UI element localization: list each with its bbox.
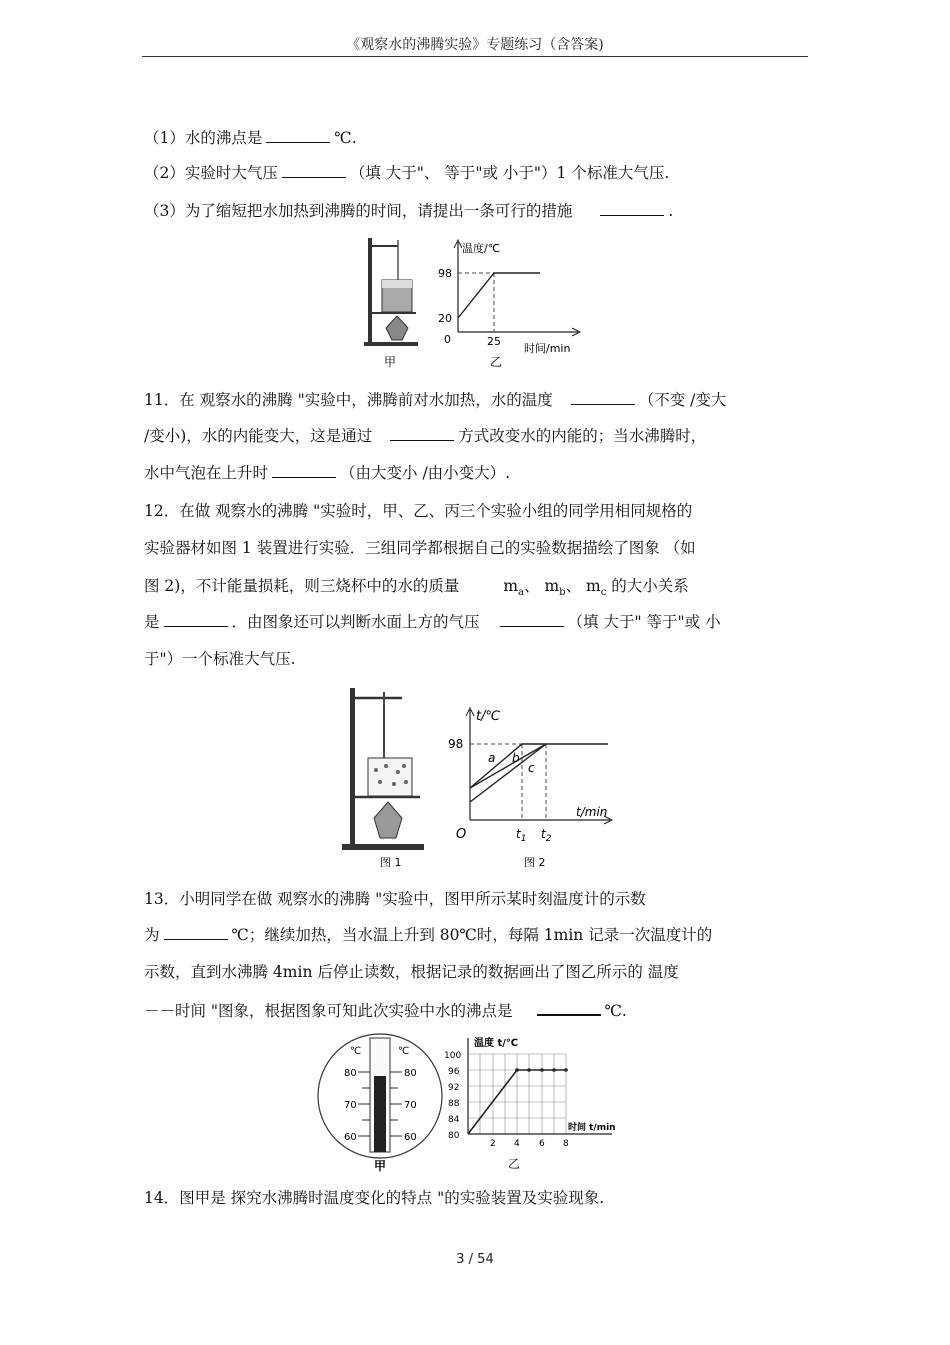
t2-label: $t_2$ <box>541 827 552 844</box>
answer-blank[interactable] <box>272 463 336 478</box>
q10-part3-end: . <box>668 202 674 220</box>
answer-blank[interactable] <box>282 163 346 178</box>
graph-xlabel: 时间/min <box>524 342 571 355</box>
q13-y-tick: 92 <box>448 1083 460 1093</box>
q13-line1: 13．小明同学在做 观察水的沸腾 "实验中，图甲所示某时刻温度计的示数 <box>144 890 646 908</box>
q13-temperature-graph <box>444 1034 634 1174</box>
header-rule <box>142 56 808 57</box>
mass-c: $m_c$ <box>586 577 607 599</box>
q10-part2-text: （2）实验时大气压 <box>144 164 278 182</box>
q13-unit: ℃. <box>604 1002 627 1020</box>
q11-line1 <box>144 390 726 410</box>
thermo-tick: 80 <box>404 1068 417 1079</box>
q13-line4 <box>144 1000 627 1021</box>
q13-x-tick: 6 <box>539 1139 545 1149</box>
q12-text: 是 <box>144 613 160 631</box>
q13-line2 <box>144 925 712 945</box>
series-c-label: c <box>528 761 535 775</box>
q13-x-tick: 4 <box>514 1139 520 1149</box>
q13-line3: 示数，直到水沸腾 4min 后停止读数，根据记录的数据画出了图乙所示的 温度 <box>144 963 679 981</box>
mercury-column <box>374 1076 386 1152</box>
thermometer-caption: 甲 <box>374 1159 387 1173</box>
figure-2-caption: 图 2 <box>524 856 546 869</box>
thermo-unit-left: ℃ <box>350 1046 362 1057</box>
thermo-tick: 80 <box>344 1068 357 1079</box>
q12-line1: 12．在做 观察水的沸腾 "实验时，甲、乙、丙三个实验小组的同学用相同规格的 <box>144 502 693 520</box>
q13-text-cont: ℃；继续加热，当水温上升到 80℃时，每隔 1min 记录一次温度计的 <box>231 926 713 944</box>
answer-blank[interactable] <box>266 128 330 143</box>
answer-blank[interactable] <box>500 612 564 627</box>
thermometer-figure <box>314 1032 444 1174</box>
q13-y-tick: 88 <box>448 1099 460 1109</box>
three-group-graph <box>448 704 618 872</box>
answer-blank[interactable] <box>164 925 228 940</box>
mass-b: $m_b$ <box>544 577 566 599</box>
q10-part2-options: （填 大于"、 等于"或 小于"）1 个标准大气压. <box>349 164 670 182</box>
page-number: 3 / 54 <box>456 1252 494 1267</box>
q13-graph-caption: 乙 <box>508 1157 521 1171</box>
graph-ylabel: 温度/℃ <box>462 242 501 255</box>
fig2-origin: O <box>456 827 467 842</box>
y-tick: 20 <box>438 312 452 325</box>
q11-line2 <box>144 426 706 446</box>
mass-a: $m_a$ <box>503 577 525 599</box>
temperature-time-graph <box>428 236 588 372</box>
q13-x-tick: 8 <box>563 1139 569 1149</box>
fig2-y-tick: 98 <box>448 737 464 751</box>
q13-text: 为 <box>144 926 160 944</box>
answer-blank[interactable] <box>164 612 228 627</box>
y-tick: 98 <box>438 267 452 280</box>
q12-line4 <box>144 612 721 632</box>
fig2-xlabel: t/min <box>576 805 608 819</box>
apparatus-label: 甲 <box>384 355 397 369</box>
q11-text: 11．在 观察水的沸腾 "实验中，沸腾前对水加热，水的温度 <box>144 391 553 409</box>
answer-blank[interactable] <box>600 201 664 216</box>
graph-origin: 0 <box>444 333 451 346</box>
q12-text-cont: ．由图象还可以判断水面上方的气压 <box>231 613 480 631</box>
series-a-label: a <box>488 751 496 765</box>
q12-options: （填 大于" 等于"或 小 <box>567 613 721 631</box>
fig2-ylabel: t/℃ <box>476 709 501 724</box>
q11-text: 水中气泡在上升时 <box>144 464 269 482</box>
thermo-tick: 60 <box>344 1132 357 1143</box>
q13-y-tick: 84 <box>448 1115 460 1125</box>
temperature-curve <box>458 273 540 318</box>
q12-text-cont: 的大小关系 <box>611 577 689 595</box>
boiling-apparatus-figure <box>362 236 422 372</box>
q11-options: （不变 /变大 <box>638 391 727 409</box>
boiling-apparatus-figure-1 <box>340 686 430 872</box>
q10-part1-text: （1）水的沸点是 <box>144 129 263 147</box>
q13-graph-xlabel: 时间 t/min <box>568 1123 616 1133</box>
q10-part3 <box>144 201 673 221</box>
series-b-label: b <box>512 751 520 765</box>
q14-line1: 14．图甲是 探究水沸腾时温度变化的特点 "的实验装置及实验现象. <box>144 1189 605 1207</box>
answer-blank[interactable] <box>571 390 635 405</box>
q13-graph-ylabel: 温度 t/℃ <box>474 1038 519 1049</box>
page-header: 《观察水的沸腾实验》专题练习（含答案) <box>346 37 604 53</box>
thermo-tick: 70 <box>404 1100 417 1111</box>
figure-1-caption: 图 1 <box>380 856 402 869</box>
q11-text: /变小)，水的内能变大，这是通过 <box>144 427 373 445</box>
q12-line2: 实验器材如图 1 装置进行实验．三组同学都根据自己的实验数据描绘了图象 （如 <box>144 539 696 557</box>
q12-line3: 图 2)，不计能量损耗，则三烧杯中的水的质量 $m_a$、 $m_b$、 $m_c$ 的大小关系 <box>144 577 689 599</box>
answer-blank[interactable] <box>537 1000 601 1016</box>
answer-blank[interactable] <box>390 426 454 441</box>
q13-text: －－时间 "图象，根据图象可知此次实验中水的沸点是 <box>144 1002 513 1020</box>
q13-y-tick: 96 <box>448 1067 460 1077</box>
q13-x-tick: 2 <box>490 1139 496 1149</box>
q11-text-cont: 方式改变水的内能的；当水沸腾时， <box>458 427 707 445</box>
q10-part1 <box>144 128 357 148</box>
q10-part1-unit: ℃. <box>334 129 357 147</box>
graph-caption: 乙 <box>490 355 503 369</box>
q12-line5: 于"）一个标准大气压. <box>144 650 296 668</box>
q11-line3 <box>144 463 510 483</box>
q13-y-tick: 80 <box>448 1131 460 1141</box>
q11-options: （由大变小 /由小变大）. <box>340 464 511 482</box>
q13-y-tick: 100 <box>444 1051 462 1061</box>
x-tick: 25 <box>487 335 501 348</box>
q10-part2 <box>144 163 669 183</box>
q12-text: 图 2)，不计能量损耗，则三烧杯中的水的质量 <box>144 577 460 595</box>
q10-part3-text: （3）为了缩短把水加热到沸腾的时间，请提出一条可行的措施 <box>144 202 573 220</box>
thermo-tick: 60 <box>404 1132 417 1143</box>
thermo-unit-right: ℃ <box>398 1046 410 1057</box>
t1-label: $t_1$ <box>516 827 527 844</box>
thermo-tick: 70 <box>344 1100 357 1111</box>
